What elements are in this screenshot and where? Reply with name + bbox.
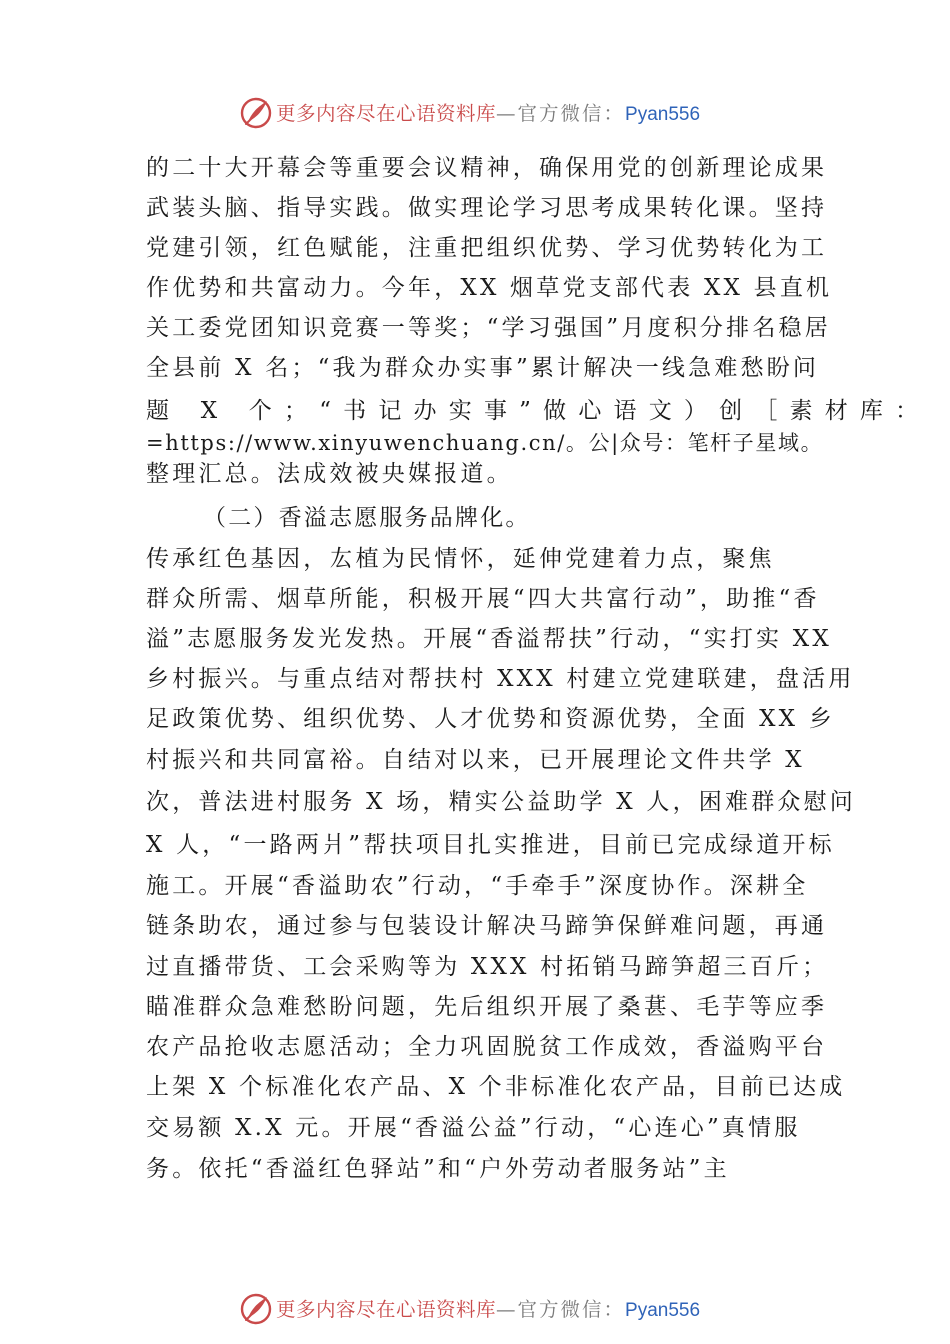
text-line: 交易额 X.X 元。开展“香溢公益”行动，“心连心”真情服 [146, 1115, 801, 1141]
banner-text [276, 101, 700, 128]
text-line: X 人，“一路两爿”帮扶项目扎实推进，目前已完成绿道开标 [146, 832, 835, 858]
banner-wechat-id: Pyan556 [625, 104, 701, 125]
header-banner [0, 94, 950, 134]
text-line: 关工委党团知识竞赛一等奖；“学习强国”月度积分排名稳居 [146, 315, 831, 341]
text-line: 题 X 个；“书记办实事”做心语文）创［素材库： [146, 398, 931, 424]
text-line: 足政策优势、组织优势、人才优势和资源优势，全面 XX 乡 [146, 706, 835, 732]
text-line: 村振兴和共同富裕。自结对以来，已开展理论文件共学 X [146, 747, 805, 773]
text-line: 全县前 X 名；“我为群众办实事”累计解决一线急难愁盼问 [146, 355, 820, 381]
quill-logo-icon [239, 96, 273, 130]
text-line: 整理汇总。法成效被央媒报道。 [146, 461, 513, 487]
text-line: 群众所需、烟草所能，积极开展“四大共富行动”，助推“香 [146, 586, 820, 612]
text-line: 施工。开展“香溢助农”行动，“手牵手”深度协作。深耕全 [146, 873, 809, 899]
banner-wechat-label: —官方微信： [496, 102, 626, 125]
text-line: 过直播带货、工会采购等为 XXX 村拓销马蹄笋超三百斤； [146, 954, 829, 980]
banner-wechat-id: Pyan556 [625, 1300, 701, 1321]
banner-site-name: 更多内容尽在心语资料库 [276, 1298, 497, 1321]
text-line: 的二十大开幕会等重要会议精神，确保用党的创新理论成果 [146, 155, 828, 181]
text-line: =https://www.xinyuwenchuang.cn/。公|众号：笔杆子星域。 [146, 431, 824, 455]
text-line: 溢”志愿服务发光发热。开展“香溢帮扶”行动，“实打实 XX [146, 626, 832, 652]
text-line: 乡村振兴。与重点结对帮扶村 XXX 村建立党建联建，盘活用 [146, 666, 855, 692]
text-line: 作优势和共富动力。今年，XX 烟草党支部代表 XX 县直机 [146, 275, 833, 301]
banner-site-name: 更多内容尽在心语资料库 [276, 102, 497, 125]
text-line: 务。依托“香溢红色驿站”和“户外劳动者服务站”主 [146, 1156, 730, 1182]
quill-logo-icon [239, 1292, 273, 1326]
text-line: 农产品抢收志愿活动；全力巩固脱贫工作成效，香溢购平台 [146, 1034, 828, 1060]
footer-banner [0, 1290, 950, 1330]
text-line: 上架 X 个标准化农产品、X 个非标准化农产品，目前已达成 [146, 1074, 846, 1100]
banner-wechat-label: —官方微信： [496, 1298, 626, 1321]
text-line: 次，普法进村服务 X 场，精实公益助学 X 人，困难群众慰问 [146, 789, 856, 815]
text-line: 武装头脑、指导实践。做实理论学习思考成果转化课。坚持 [146, 195, 828, 221]
text-line: 党建引领，红色赋能，注重把组织优势、学习优势转化为工 [146, 235, 828, 261]
text-line: 传承红色基因，厷植为民情怀，延伸党建着力点，聚焦 [146, 546, 775, 572]
banner-text [276, 1297, 700, 1324]
text-line: 链条助农，通过参与包装设计解决马蹄笋保鲜难问题，再通 [146, 913, 828, 939]
text-line: 瞄准群众急难愁盼问题，先后组织开展了桑葚、毛芋等应季 [146, 994, 828, 1020]
section-heading: （二）香溢志愿服务品牌化。 [203, 505, 531, 531]
